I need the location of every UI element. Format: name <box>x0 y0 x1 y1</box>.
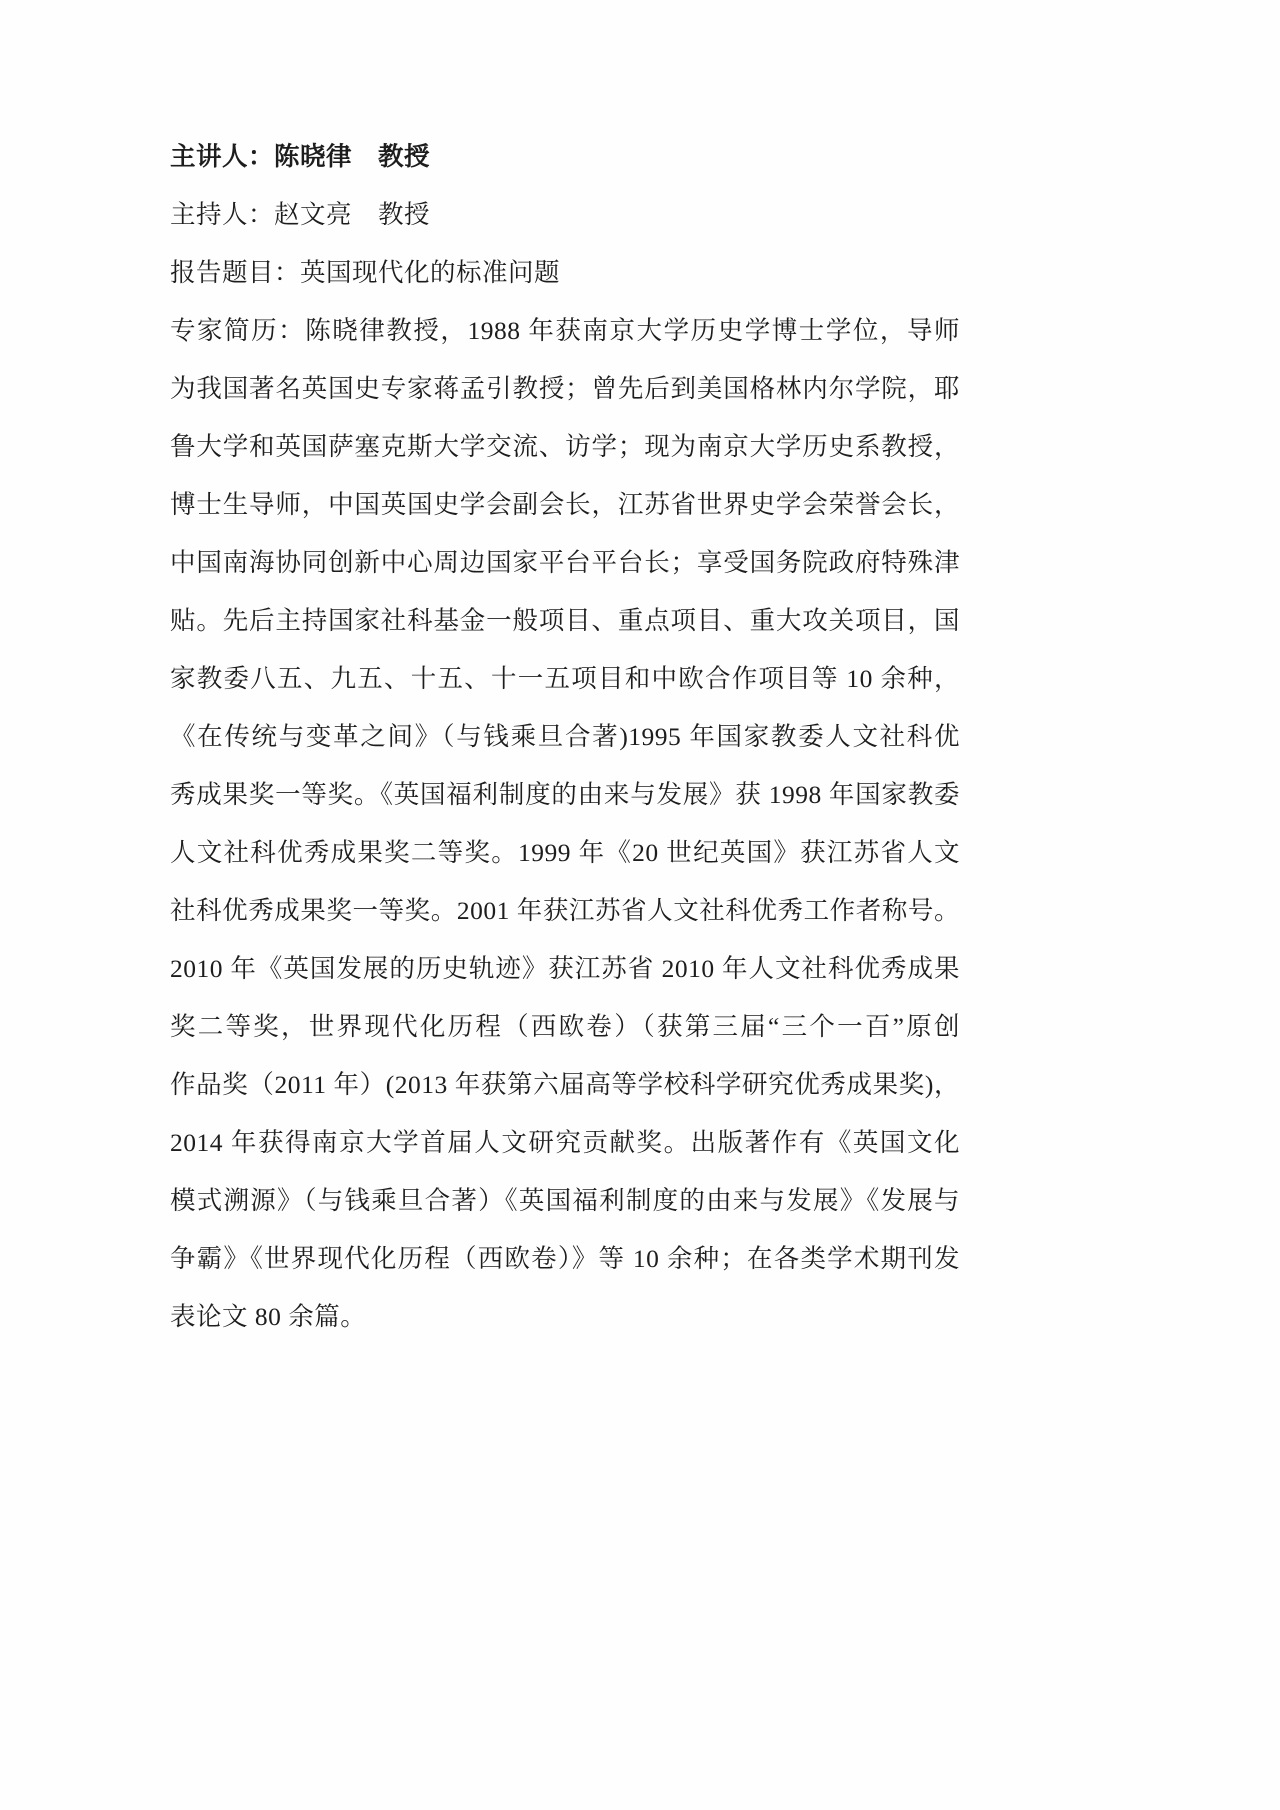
text-block <box>170 128 960 1346</box>
body-line: 争霸》《世界现代化历程（西欧卷）》等 10 余种；在各类学术期刊发 <box>170 1244 960 1273</box>
body-line: 作品奖（2011 年）(2013 年获第六届高等学校科学研究优秀成果奖)， <box>170 1070 960 1099</box>
body-line: 人文社科优秀成果奖二等奖。1999 年《20 世纪英国》获江苏省人文 <box>170 838 960 867</box>
header-line: 主持人：赵文亮 教授 <box>170 200 431 229</box>
header-line: 主讲人：陈晓律 教授 <box>170 142 431 171</box>
body-line: 专家简历：陈晓律教授，1988 年获南京大学历史学博士学位，导师 <box>170 316 960 345</box>
body-line: 鲁大学和英国萨塞克斯大学交流、访学；现为南京大学历史系教授， <box>170 432 960 461</box>
biography-paragraph <box>170 302 960 1346</box>
body-line: 2010 年《英国发展的历史轨迹》获江苏省 2010 年人文社科优秀成果 <box>170 954 960 983</box>
body-line: 2014 年获得南京大学首届人文研究贡献奖。出版著作有《英国文化 <box>170 1128 960 1157</box>
body-line: 中国南海协同创新中心周边国家平台平台长；享受国务院政府特殊津 <box>170 548 960 577</box>
header-line: 报告题目：英国现代化的标准问题 <box>170 258 561 287</box>
body-line: 模式溯源》（与钱乘旦合著）《英国福利制度的由来与发展》《发展与 <box>170 1186 960 1215</box>
body-line: 博士生导师，中国英国史学会副会长，江苏省世界史学会荣誉会长， <box>170 490 960 519</box>
body-line: 奖二等奖，世界现代化历程（西欧卷）（获第三届“三个一百”原创 <box>170 1012 960 1041</box>
body-line: 《在传统与变革之间》（与钱乘旦合著)1995 年国家教委人文社科优 <box>170 722 960 751</box>
body-line: 秀成果奖一等奖。《英国福利制度的由来与发展》获 1998 年国家教委 <box>170 780 960 809</box>
body-line: 表论文 80 余篇。 <box>170 1302 367 1331</box>
body-line: 家教委八五、九五、十五、十一五项目和中欧合作项目等 10 余种， <box>170 664 960 693</box>
body-line: 社科优秀成果奖一等奖。2001 年获江苏省人文社科优秀工作者称号。 <box>170 896 960 925</box>
body-line: 贴。先后主持国家社科基金一般项目、重点项目、重大攻关项目，国 <box>170 606 960 635</box>
header-lines-section <box>170 128 960 302</box>
body-line: 为我国著名英国史专家蒋孟引教授；曾先后到美国格林内尔学院，耶 <box>170 374 960 403</box>
